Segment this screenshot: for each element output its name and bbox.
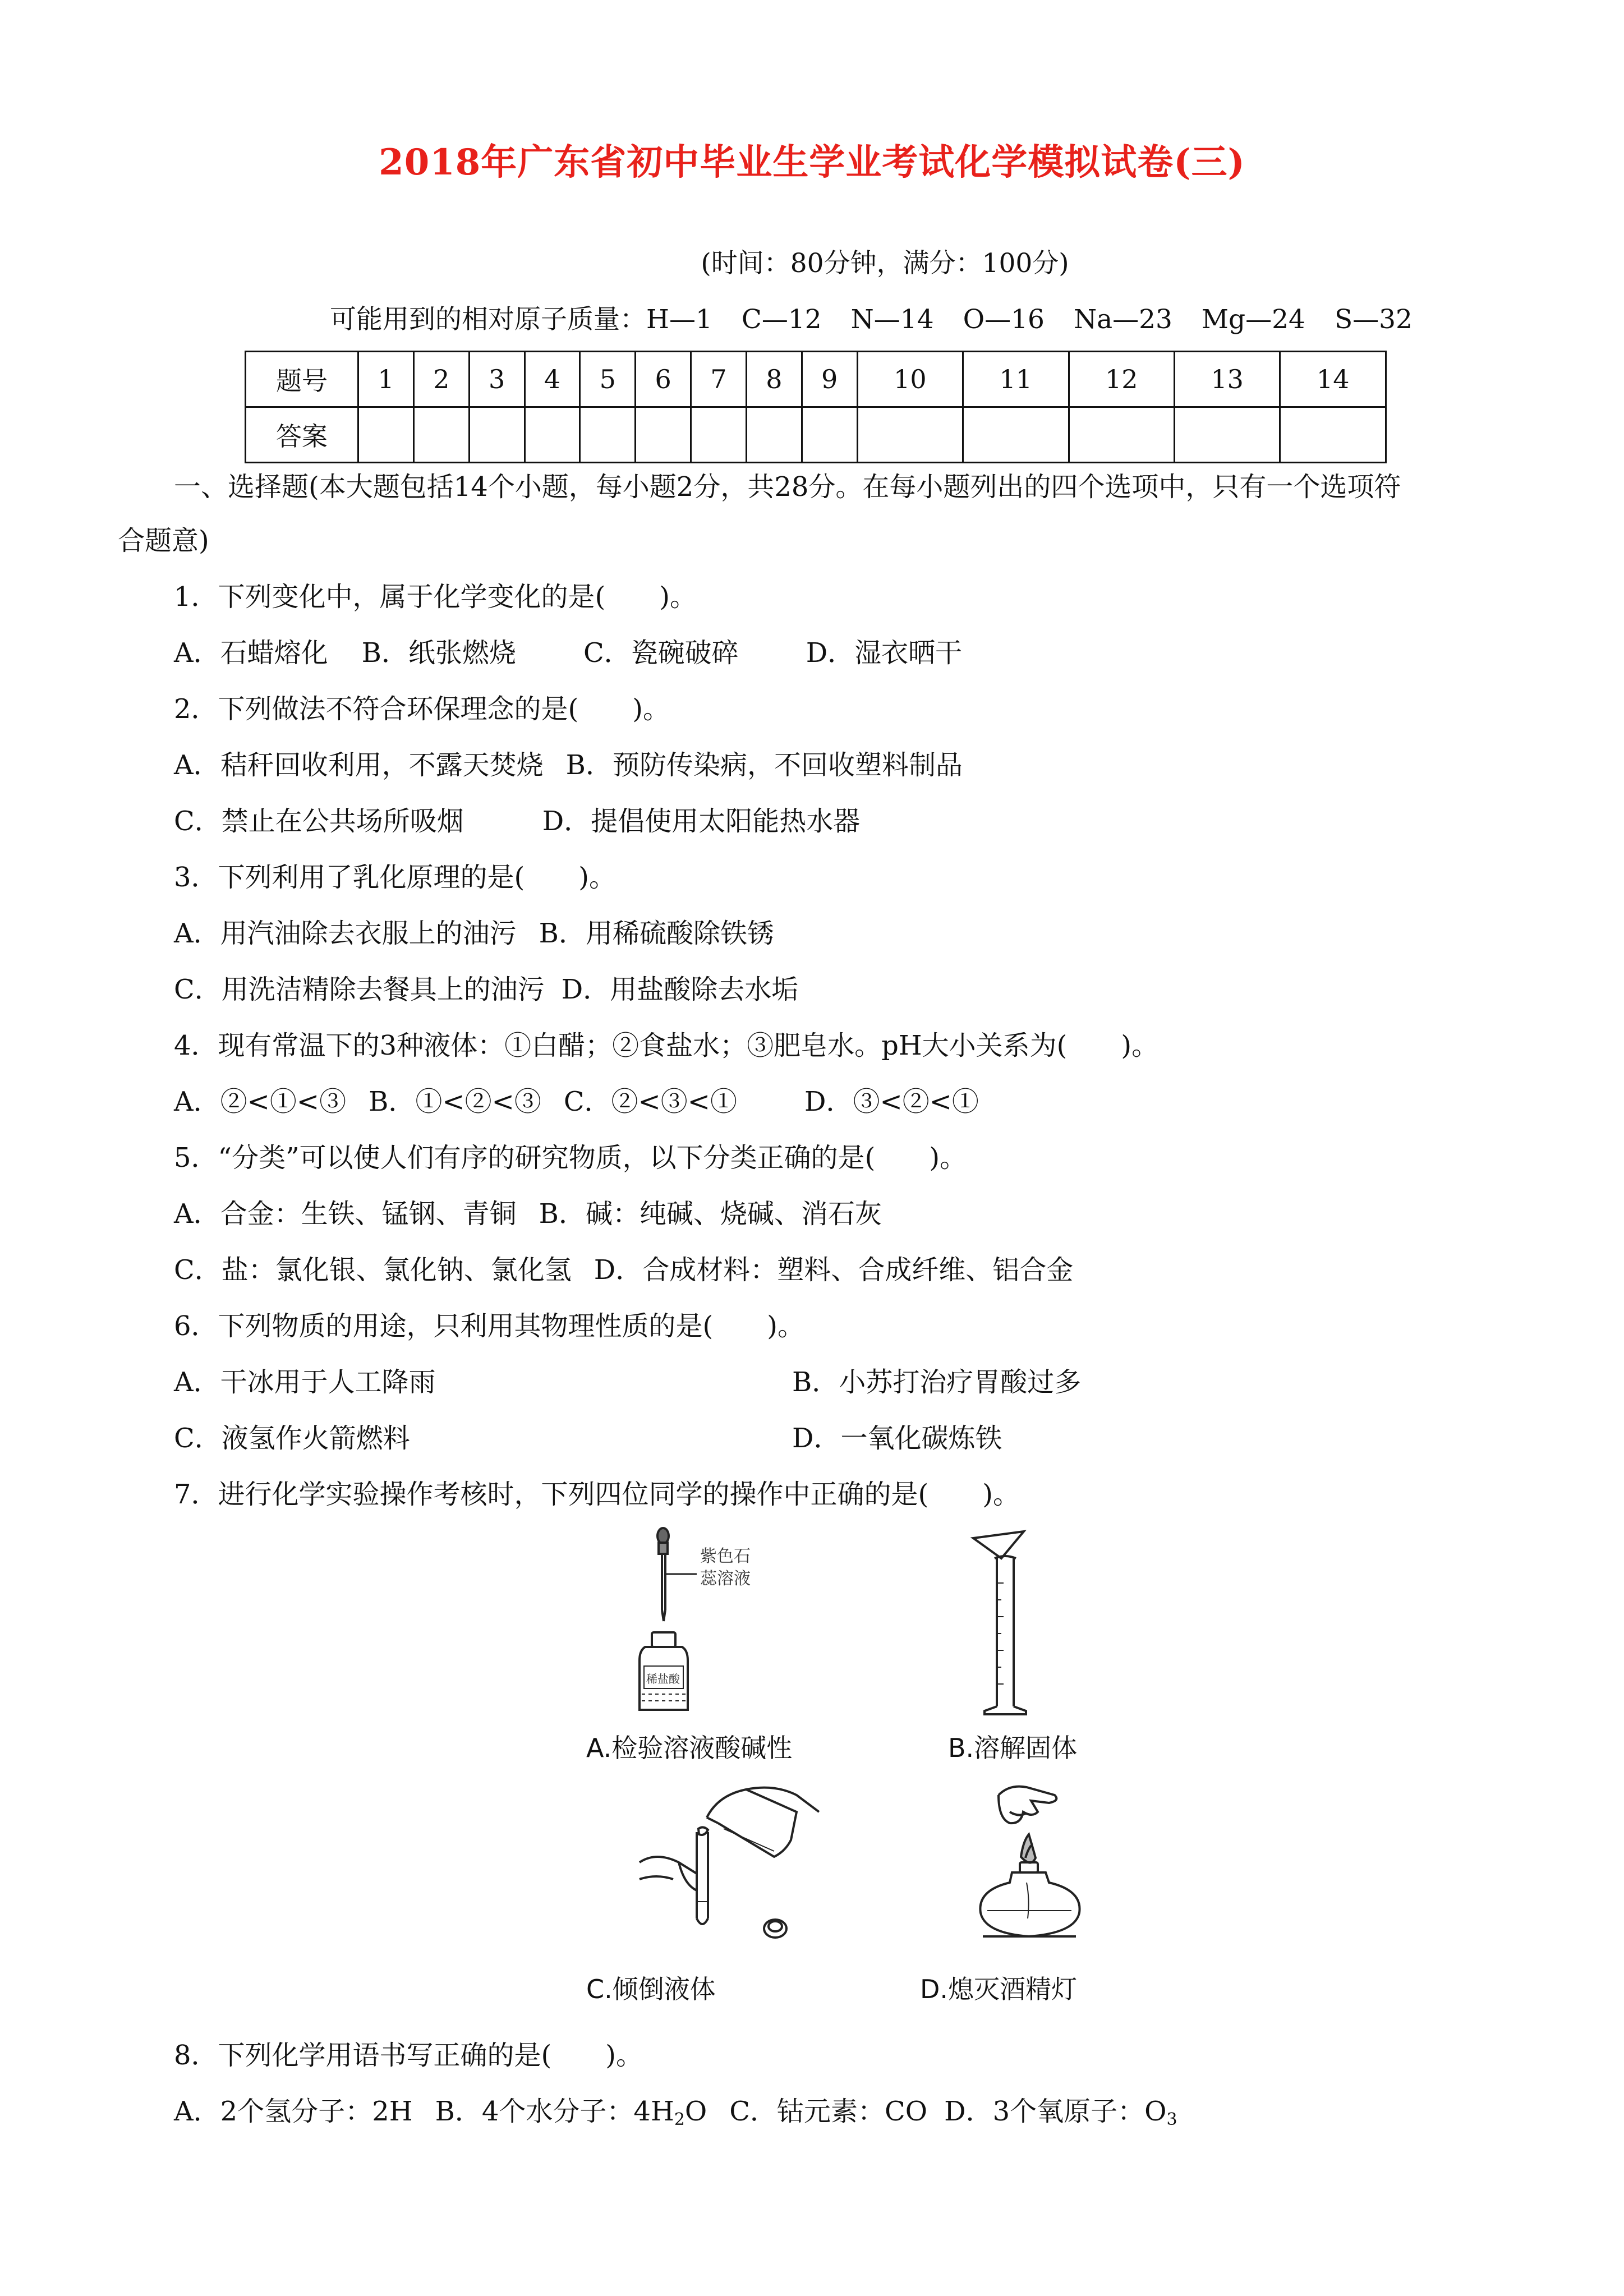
option-c[interactable]: C．钴元素：CO <box>729 2096 928 2127</box>
table-cell-number: 8 <box>746 352 802 407</box>
question-8-options <box>174 2095 1177 2137</box>
table-cell-number: 10 <box>857 352 963 407</box>
figure-a-bottle-label: 稀盐酸 <box>646 1672 680 1686</box>
question-4-stem: 4．现有常温下的3种液体：①白醋；②食盐水；③肥皂水。pH大小关系为( )。 <box>174 1030 1159 1061</box>
figure-c-caption: C.倾倒液体 <box>586 1974 716 2004</box>
figure-d-caption: D.熄灭酒精灯 <box>920 1974 1078 2004</box>
answer-cell[interactable] <box>857 407 963 463</box>
option-b[interactable] <box>435 2096 707 2127</box>
answer-cell[interactable] <box>636 407 691 463</box>
section-heading-cont: 合题意) <box>118 525 209 556</box>
question-2-stem: 2．下列做法不符合环保理念的是( )。 <box>174 693 670 725</box>
option-a[interactable]: A．合金：生铁、锰钢、青铜 <box>174 1198 517 1230</box>
option-b[interactable]: B．①<②<③ <box>369 1086 541 1117</box>
option-a[interactable]: A．②<①<③ <box>174 1086 347 1117</box>
table-cell-number: 7 <box>691 352 747 407</box>
option-c[interactable]: C．液氢作火箭燃料 <box>174 1423 410 1454</box>
option-b-text-end: O <box>684 2096 707 2127</box>
figure-a-caption: A.检验溶液酸碱性 <box>586 1733 793 1763</box>
atomic-mass-item: Mg—24 <box>1201 304 1305 335</box>
question-5-stem: 5．“分类”可以使人们有序的研究物质，以下分类正确的是( )。 <box>174 1142 967 1174</box>
option-b-text: B．4个水分子：4H <box>435 2096 674 2127</box>
atomic-mass-label: 可能用到的相对原子质量： <box>330 304 646 335</box>
answer-cell[interactable] <box>358 407 414 463</box>
option-b[interactable]: B．碱：纯碱、烧碱、消石灰 <box>539 1198 882 1230</box>
table-cell-number: 9 <box>802 352 857 407</box>
answer-cell[interactable] <box>1069 407 1174 463</box>
atomic-mass-item: S—32 <box>1334 304 1413 335</box>
answer-cell[interactable] <box>746 407 802 463</box>
atomic-mass-line <box>330 298 1413 336</box>
answer-cell[interactable] <box>580 407 636 463</box>
question-1-options <box>174 636 962 670</box>
option-d[interactable]: D．用盐酸除去水垢 <box>561 974 799 1005</box>
question-5-options-row2 <box>174 1253 1073 1287</box>
question-7-stem: 7．进行化学实验操作考核时，下列四位同学的操作中正确的是( )。 <box>174 1479 1020 1510</box>
question-3-options-row1 <box>174 917 774 950</box>
atomic-mass-item: H—1 <box>646 304 712 335</box>
option-a[interactable]: A．干冰用于人工降雨 <box>174 1366 436 1398</box>
option-c[interactable]: C．禁止在公共场所吸烟 <box>174 806 464 837</box>
question-6-stem: 6．下列物质的用途，只利用其物理性质的是( )。 <box>174 1310 804 1342</box>
answer-cell[interactable] <box>1174 407 1280 463</box>
question-5-options-row1 <box>174 1197 882 1231</box>
page-title: 2018年广东省初中毕业生学业考试化学模拟试卷(三) <box>379 141 1245 183</box>
question-1-stem: 1．下列变化中，属于化学变化的是( )。 <box>174 581 697 613</box>
question-6-options-row1 <box>174 1365 1520 1399</box>
table-header-number: 题号 <box>246 352 358 407</box>
table-cell-number: 6 <box>636 352 691 407</box>
answer-cell[interactable] <box>525 407 580 463</box>
option-d[interactable] <box>944 2096 1177 2127</box>
option-b-subscript: 2 <box>674 2110 685 2129</box>
answer-cell[interactable] <box>691 407 747 463</box>
option-d[interactable]: D．一氧化碳炼铁 <box>792 1423 1002 1454</box>
option-d[interactable]: D．合成材料：塑料、合成纤维、铝合金 <box>594 1254 1074 1286</box>
question-8-stem: 8．下列化学用语书写正确的是( )。 <box>174 2040 643 2071</box>
option-c[interactable]: C．②<③<① <box>563 1086 737 1117</box>
question-3-options-row2 <box>174 973 798 1006</box>
section-heading: 一、选择题(本大题包括14个小题，每小题2分，共28分。在每小题列出的四个选项中，只有一个选项符 <box>174 471 1401 503</box>
question-3-stem: 3．下列利用了乳化原理的是( )。 <box>174 862 616 893</box>
figure-b-caption: B.溶解固体 <box>948 1733 1078 1763</box>
table-row-answers <box>246 407 1386 463</box>
time-info: (时间：80分钟，满分：100分) <box>701 248 1069 279</box>
answer-cell[interactable] <box>413 407 469 463</box>
option-d-subscript: 3 <box>1166 2110 1177 2129</box>
figure-d-alcohol-lamp <box>965 1778 1099 1963</box>
option-a[interactable]: A．石蜡熔化 <box>174 637 328 669</box>
atomic-mass-item: Na—23 <box>1073 304 1172 335</box>
question-4-options <box>174 1085 979 1119</box>
figure-c-pouring-liquid <box>634 1778 825 1963</box>
table-row-numbers <box>246 352 1386 407</box>
table-cell-number: 2 <box>413 352 469 407</box>
option-d[interactable]: D．湿衣晒干 <box>806 637 963 669</box>
figure-a-label-line2: 蕊溶液 <box>700 1569 751 1589</box>
figure-b-graduated-cylinder <box>962 1527 1063 1718</box>
table-cell-number: 3 <box>469 352 525 407</box>
table-cell-number: 14 <box>1280 352 1386 407</box>
atomic-mass-item: N—14 <box>850 304 934 335</box>
answer-cell[interactable] <box>802 407 857 463</box>
option-b[interactable]: B．小苏打治疗胃酸过多 <box>792 1366 1082 1398</box>
option-a[interactable]: A．2个氢分子：2H <box>174 2096 413 2127</box>
option-c[interactable]: C．用洗洁精除去餐具上的油污 <box>174 974 545 1005</box>
atomic-mass-item: O—16 <box>963 304 1045 335</box>
option-b[interactable]: B．预防传染病，不回收塑料制品 <box>565 749 963 781</box>
table-cell-number: 12 <box>1069 352 1174 407</box>
table-cell-number: 13 <box>1174 352 1280 407</box>
option-a[interactable]: A．用汽油除去衣服上的油污 <box>174 918 517 949</box>
question-2-options-row2 <box>174 804 860 838</box>
table-cell-number: 5 <box>580 352 636 407</box>
option-d-text: D．3个氧原子：O <box>944 2096 1167 2127</box>
table-cell-number: 11 <box>963 352 1069 407</box>
table-header-answer: 答案 <box>246 407 358 463</box>
answer-cell[interactable] <box>469 407 525 463</box>
option-a[interactable]: A．秸秆回收利用，不露天焚烧 <box>174 749 544 781</box>
answer-cell[interactable] <box>963 407 1069 463</box>
option-b[interactable]: B．纸张燃烧 <box>361 637 516 669</box>
answer-table <box>245 351 1387 463</box>
table-cell-number: 1 <box>358 352 414 407</box>
question-2-options-row1 <box>174 748 963 782</box>
option-d[interactable]: D．提倡使用太阳能热水器 <box>542 806 861 837</box>
option-d[interactable]: D．③<②<① <box>804 1086 979 1117</box>
option-c[interactable]: C．瓷碗破碎 <box>583 637 739 669</box>
figure-a-label-line1: 紫色石 <box>700 1547 751 1566</box>
option-c[interactable]: C．盐：氯化银、氯化钠、氯化氢 <box>174 1254 572 1286</box>
figure-a-dropper-bottle <box>634 1526 819 1717</box>
answer-cell[interactable] <box>1280 407 1386 463</box>
atomic-mass-item: C—12 <box>741 304 822 335</box>
table-cell-number: 4 <box>525 352 580 407</box>
option-b[interactable]: B．用稀硫酸除铁锈 <box>539 918 774 949</box>
question-6-options-row2 <box>174 1421 1520 1455</box>
